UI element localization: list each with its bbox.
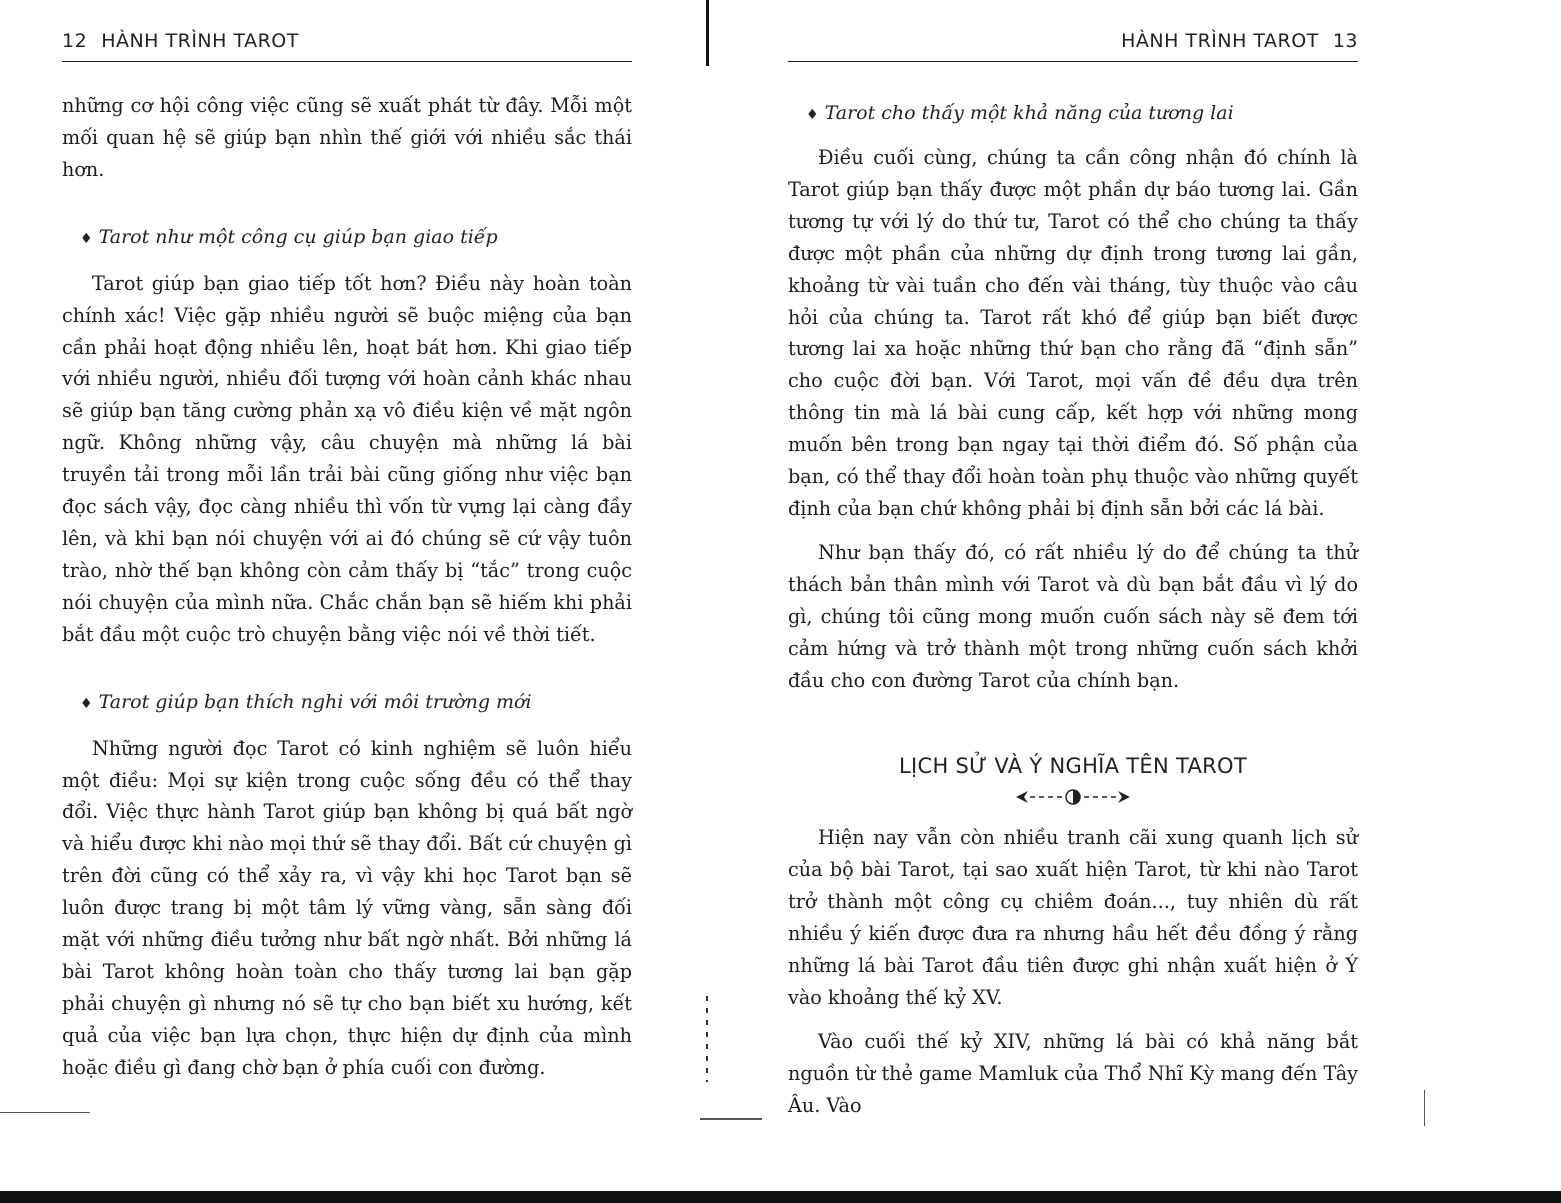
chapter-section-title: LỊCH SỬ VÀ Ý NGHĨA TÊN TAROT	[898, 754, 1247, 779]
right-header-rule	[788, 61, 1358, 62]
section-heading-text: Tarot cho thấy một khả năng của tương lai	[824, 102, 1234, 124]
diamond-bullet-icon: ♦	[806, 107, 819, 123]
right-page-number: 13	[1332, 30, 1358, 52]
section-heading	[62, 687, 632, 719]
section-paragraph: Tarot giúp bạn giao tiếp tốt hơn? Điều này hoàn toàn chính xác! Việc gặp nhiều người sẽ buộc miệng của bạn cần phải hoạt động nhiều lên, hoạt bát hơn. Khi giao tiếp với nhiều người, nhiều đối tượng với hoàn cảnh khác nhau sẽ giúp bạn tăng cường phản xạ vô điều kiện về mặt ngôn ngữ. Không những vậy, câu chuyện mà những lá bài truyền tải trong mỗi lần trải bài cũng giống như việc bạn đọc sách vậy, đọc càng nhiều thì vốn từ vựng lại càng đầy lên, và khi bạn nói chuyện với ai đó chúng sẽ cứ vậy tuôn trào, nhờ thế bạn không còn cảm thấy bị “tắc” trong cuộc nói chuyện của mình nữa. Chắc chắn bạn sẽ hiếm khi phải bắt đầu một cuộc trò chuyện bằng việc nói về thời tiết.	[62, 271, 632, 646]
diamond-bullet-icon: ♦	[80, 695, 93, 712]
continuation-paragraph: những cơ hội công việc cũng sẽ xuất phát từ đây. Mỗi một mối quan hệ sẽ giúp bạn nhìn thế giới với nhiều sắc thái hơn.	[62, 94, 632, 181]
arrow-circle-ornament-icon	[1008, 786, 1138, 808]
spine-mark	[706, 0, 709, 66]
right-page-body	[788, 98, 1358, 1122]
section-heading	[62, 222, 632, 254]
diamond-bullet-icon: ♦	[80, 230, 93, 247]
section-paragraph: Những người đọc Tarot có kinh nghiệm sẽ luôn hiểu một điều: Mọi sự kiện trong cuộc sống đều có thể thay đổi. Việc thực hành Tarot giúp bạn không bị quá bất ngờ và hiểu được khi nào mọi thứ sẽ thay đổi. Bất cứ chuyện gì trên đời cũng có thể xảy ra, vì vậy khi học Tarot bạn sẽ luôn được trang bị một tâm lý vững vàng, sẵn sàng đối mặt với những điều tưởng như bất ngờ nhất. Bởi những lá bài Tarot không hoàn toàn cho thấy tương lai bạn gặp phải chuyện gì nhưng nó sẽ tự cho bạn biết xu hướng, kết quả của việc bạn lựa chọn, thực hiện dự định của mình hoặc điều gì đang chờ bạn ở phía cuối con đường.	[62, 736, 632, 1079]
history-paragraph: Vào cuối thế kỷ XIV, những lá bài có khả năng bắt nguồn từ thẻ game Mamluk của Thổ Nhĩ Kỳ mang đến Tây Âu. Vào	[788, 1029, 1358, 1117]
section-heading-text: Tarot giúp bạn thích nghi với môi trường mới	[98, 690, 532, 713]
left-page-number: 12	[62, 30, 88, 52]
right-running-head	[788, 30, 1358, 60]
left-header-rule	[62, 61, 632, 62]
section-heading-text: Tarot như một công cụ giúp bạn giao tiếp	[98, 225, 498, 248]
left-running-head	[62, 30, 632, 60]
right-page	[788, 0, 1358, 1190]
spine-dots	[706, 996, 708, 1082]
section-heading	[788, 98, 1358, 130]
section-paragraph: Điều cuối cùng, chúng ta cần công nhận đó chính là Tarot giúp bạn thấy được một phần dự báo tương lai. Gần tương tự với lý do thứ tư, Tarot có thể cho chúng ta thấy được một phần của những dự định trong tương lai gần, khoảng từ vài tuần cho đến vài tháng, tùy thuộc vào câu hỏi của chúng ta. Tarot rất khó để giúp bạn biết được tương lai xa hoặc những thứ bạn cho rằng đã “định sẵn” cho cuộc đời bạn. Với Tarot, mọi vấn đề đều dựa trên thông tin mà lá bài cung cấp, kết hợp với những mong muốn bên trong bạn ngay tại thời điểm đó. Số phận của bạn, có thể thay đổi hoàn toàn phụ thuộc vào những quyết định của bạn chứ không phải bị định sẵn bởi các lá bài.	[788, 146, 1358, 520]
left-running-title: HÀNH TRÌNH TAROT	[101, 30, 299, 52]
left-page	[62, 0, 632, 1190]
scan-bottom-edge	[0, 1191, 1561, 1203]
scan-artifact-line	[0, 1112, 90, 1113]
scan-artifact-line	[700, 1118, 762, 1120]
right-running-title: HÀNH TRÌNH TAROT	[1121, 30, 1319, 52]
closing-paragraph: Như bạn thấy đó, có rất nhiều lý do để chúng ta thử thách bản thân mình với Tarot và dù bạn bắt đầu vì lý do gì, chúng tôi cũng mong muốn cuốn sách này sẽ đem tới cảm hứng và trở thành một trong những cuốn sách khởi đầu cho con đường Tarot của chính bạn.	[788, 540, 1358, 692]
left-page-body	[62, 90, 632, 1084]
scan-artifact-line	[1424, 1090, 1425, 1126]
history-paragraph: Hiện nay vẫn còn nhiều tranh cãi xung quanh lịch sử của bộ bài Tarot, tại sao xuất hiện Tarot, từ khi nào Tarot trở thành một công cụ chiêm đoán..., tuy nhiên dù rất nhiều ý kiến được đưa ra nhưng hầu hết đều đồng ý rằng những lá bài Tarot đầu tiên được ghi nhận xuất hiện ở Ý vào khoảng thế kỷ XV.	[788, 826, 1358, 1009]
